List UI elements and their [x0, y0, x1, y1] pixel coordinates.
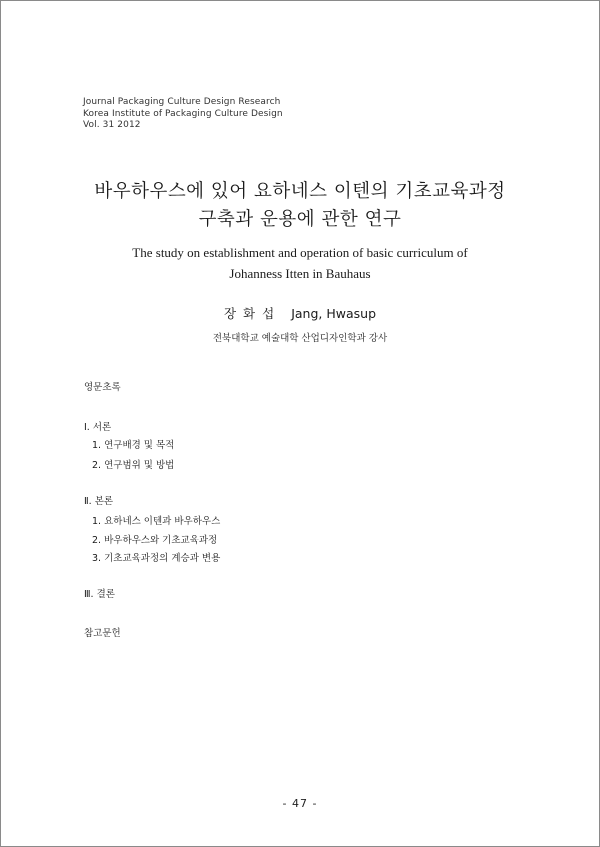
toc-section-1: Ⅰ. 서론 — [84, 422, 112, 433]
korean-title-line-2: 구축과 운용에 관한 연구 — [198, 209, 402, 230]
toc-abstract: 영문초록 — [84, 382, 121, 393]
toc-section-3: Ⅲ. 결론 — [84, 589, 115, 600]
journal-publisher: Korea Institute of Packaging Culture Design — [83, 108, 283, 119]
toc-section-2: Ⅱ. 본론 — [84, 496, 114, 507]
author-name-english: Jang, Hwasup — [291, 306, 377, 321]
english-title-line-1: The study on establishment and operation of basic curriculum of — [132, 245, 468, 260]
korean-title-line-1: 바우하우스에 있어 요하네스 이텐의 기초교육과정 — [94, 181, 506, 202]
toc-item: 2. 바우하우스와 기초교육과정 — [92, 535, 218, 546]
journal-volume: Vol. 31 2012 — [83, 120, 141, 130]
toc-item: 1. 요하네스 이텐과 바우하우스 — [92, 516, 221, 527]
author-line — [0, 304, 600, 322]
page-number: - 47 - — [282, 797, 318, 810]
author-name-korean: 장화섭 — [223, 306, 282, 321]
journal-name: Journal Packaging Culture Design Research — [83, 97, 281, 107]
english-title-line-2: Johanness Itten in Bauhaus — [229, 266, 371, 281]
journal-header — [83, 97, 283, 132]
toc-item: 2. 연구범위 및 방법 — [92, 460, 175, 471]
toc-references: 참고문헌 — [84, 628, 121, 639]
author-affiliation: 전북대학교 예술대학 산업디자인학과 강사 — [212, 333, 388, 344]
english-title — [0, 242, 600, 284]
toc-item: 3. 기초교육과정의 계승과 변용 — [92, 553, 221, 564]
toc-item: 1. 연구배경 및 목적 — [92, 440, 175, 451]
